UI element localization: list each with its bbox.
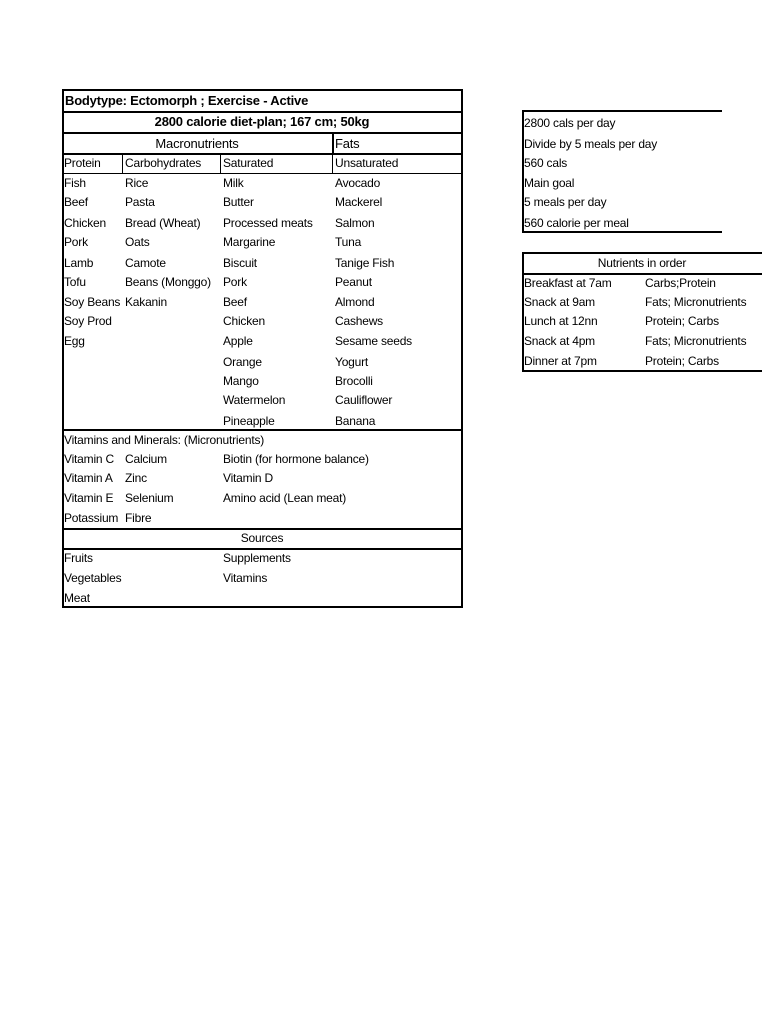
cell-carbs: Rice — [125, 176, 149, 190]
cell-unsaturated: Tuna — [335, 235, 362, 249]
micro-other: Vitamin D — [223, 471, 273, 485]
cell-unsaturated: Mackerel — [335, 195, 383, 209]
cell-saturated: Milk — [223, 176, 244, 190]
cell-saturated: Apple — [223, 334, 253, 348]
cell-unsaturated: Banana — [335, 414, 376, 428]
meal-time: Snack at 9am — [524, 295, 595, 309]
cell-unsaturated: Brocolli — [335, 374, 373, 388]
micro-mineral: Selenium — [125, 491, 174, 505]
meal-nutrients: Protein; Carbs — [645, 354, 719, 368]
cell-protein: Soy Beans — [64, 295, 121, 309]
cell-saturated: Butter — [223, 195, 254, 209]
macronutrients-header: Macronutrients — [155, 136, 239, 151]
cell-saturated: Mango — [223, 374, 259, 388]
meal-time: Lunch at 12nn — [524, 314, 598, 328]
cell-carbs: Pasta — [125, 195, 155, 209]
source-item: Vitamins — [223, 571, 268, 585]
cell-saturated: Watermelon — [223, 393, 286, 407]
cell-protein: Lamb — [64, 256, 94, 270]
calorie-line: Divide by 5 meals per day — [524, 137, 658, 151]
micro-vitamin: Potassium — [64, 511, 119, 525]
cell-protein: Tofu — [64, 275, 86, 289]
calorie-line: 560 cals — [524, 156, 568, 170]
cell-saturated: Biscuit — [223, 256, 257, 270]
micro-other: Amino acid (Lean meat) — [223, 491, 346, 505]
cell-unsaturated: Almond — [335, 295, 375, 309]
cell-saturated: Beef — [223, 295, 247, 309]
col-header-saturated: Saturated — [223, 156, 274, 170]
micro-mineral: Calcium — [125, 452, 167, 466]
meal-nutrients: Fats; Micronutrients — [645, 295, 747, 309]
sheet-subtitle: 2800 calorie diet-plan; 167 cm; 50kg — [154, 114, 370, 129]
cell-saturated: Chicken — [223, 314, 265, 328]
col-header-protein: Protein — [64, 156, 101, 170]
micro-vitamin: Vitamin C — [64, 452, 114, 466]
micro-mineral: Fibre — [125, 511, 152, 525]
cell-carbs: Oats — [125, 235, 150, 249]
cell-protein: Soy Prod — [64, 314, 112, 328]
cell-carbs: Beans (Monggo) — [125, 275, 211, 289]
meal-table-header: Nutrients in order — [597, 256, 687, 270]
cell-protein: Fish — [64, 176, 86, 190]
micro-mineral: Zinc — [125, 471, 147, 485]
meal-time: Snack at 4pm — [524, 334, 595, 348]
sources-header: Sources — [240, 531, 284, 545]
calorie-line: 560 calorie per meal — [524, 216, 629, 230]
micro-vitamin: Vitamin A — [64, 471, 113, 485]
micronutrients-header: Vitamins and Minerals: (Micronutrients) — [64, 433, 265, 447]
source-item: Vegetables — [64, 571, 122, 585]
meal-schedule-table — [0, 0, 747, 380]
meal-nutrients: Protein; Carbs — [645, 314, 719, 328]
cell-unsaturated: Cashews — [335, 314, 383, 328]
cell-unsaturated: Salmon — [335, 216, 375, 230]
col-header-unsaturated: Unsaturated — [335, 156, 399, 170]
cell-unsaturated: Avocado — [335, 176, 381, 190]
cell-carbs: Camote — [125, 256, 166, 270]
cell-protein: Chicken — [64, 216, 106, 230]
sheet-title: Bodytype: Ectomorph ; Exercise - Active — [65, 93, 309, 108]
cell-saturated: Orange — [223, 355, 262, 369]
cell-unsaturated: Tanige Fish — [335, 256, 395, 270]
cell-unsaturated: Cauliflower — [335, 393, 393, 407]
meal-time: Breakfast at 7am — [524, 276, 612, 290]
micro-other: Biotin (for hormone balance) — [223, 452, 369, 466]
source-item: Meat — [64, 591, 90, 605]
cell-unsaturated: Peanut — [335, 275, 372, 289]
calorie-line: 5 meals per day — [524, 195, 607, 209]
meal-time: Dinner at 7pm — [524, 354, 597, 368]
cell-unsaturated: Sesame seeds — [335, 334, 412, 348]
cell-protein: Egg — [64, 334, 85, 348]
meal-nutrients: Fats; Micronutrients — [645, 334, 747, 348]
cell-protein: Beef — [64, 195, 88, 209]
cell-protein: Pork — [64, 235, 88, 249]
fats-header: Fats — [335, 136, 360, 151]
cell-carbs: Kakanin — [125, 295, 167, 309]
cell-saturated: Pork — [223, 275, 247, 289]
cell-saturated: Margarine — [223, 235, 276, 249]
cell-carbs: Bread (Wheat) — [125, 216, 201, 230]
source-item: Supplements — [223, 551, 291, 565]
source-item: Fruits — [64, 551, 93, 565]
calorie-line: Main goal — [524, 176, 575, 190]
cell-unsaturated: Yogurt — [335, 355, 369, 369]
micro-vitamin: Vitamin E — [64, 491, 114, 505]
col-header-carbohydrates: Carbohydrates — [125, 156, 202, 170]
meal-nutrients: Carbs;Protein — [645, 276, 716, 290]
calorie-line: 2800 cals per day — [524, 116, 616, 130]
cell-saturated: Processed meats — [223, 216, 313, 230]
cell-saturated: Pineapple — [223, 414, 275, 428]
